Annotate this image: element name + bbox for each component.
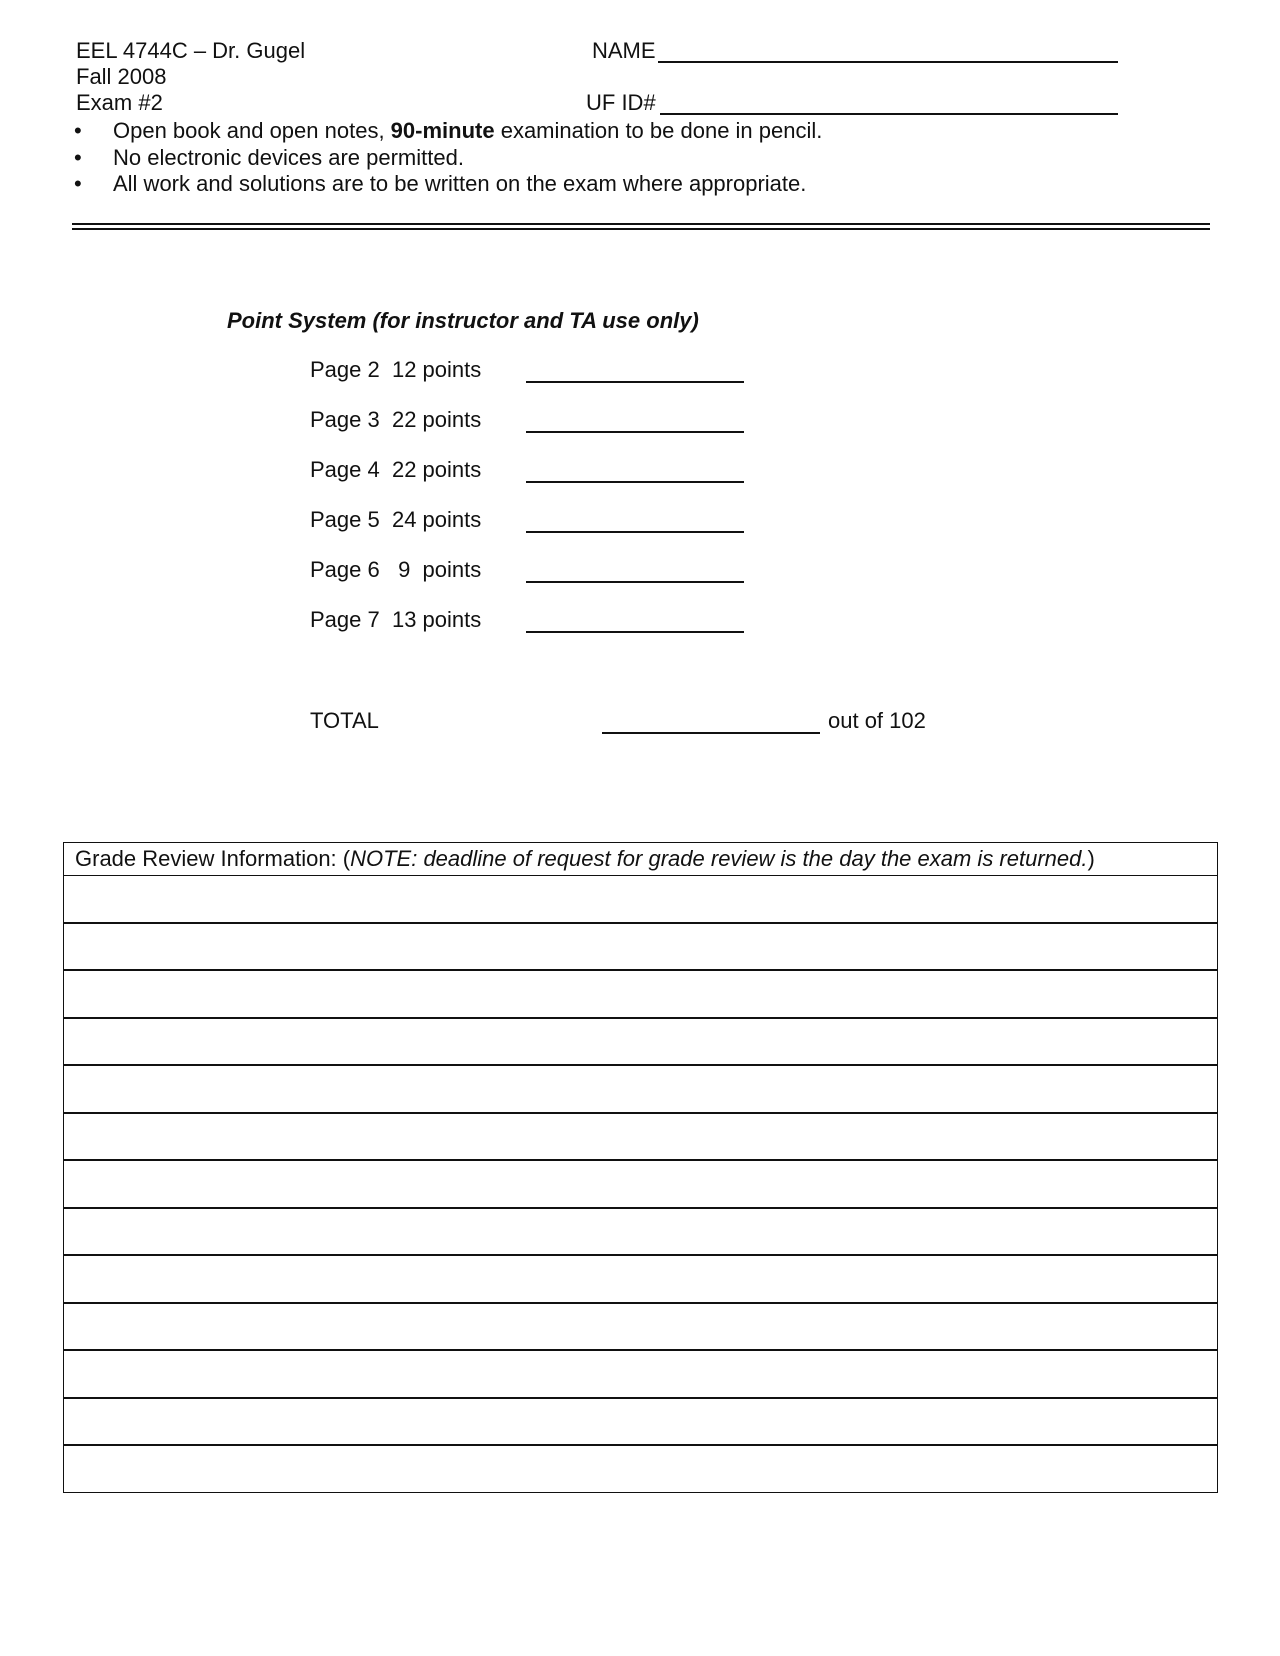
grade-review-line[interactable] bbox=[64, 1114, 1217, 1162]
point-row-label: Page 5 24 points bbox=[310, 507, 482, 532]
grade-review-line[interactable] bbox=[64, 1399, 1217, 1447]
point-row-label: Page 6 9 points bbox=[310, 557, 482, 582]
score-field[interactable] bbox=[526, 381, 744, 383]
name-field[interactable] bbox=[658, 61, 1118, 63]
grade-review-line[interactable] bbox=[64, 1019, 1217, 1067]
point-row-label: Page 2 12 points bbox=[310, 357, 482, 382]
divider bbox=[72, 223, 1210, 225]
point-row-label: Page 3 22 points bbox=[310, 407, 482, 432]
grade-review-line[interactable] bbox=[64, 1209, 1217, 1257]
point-row bbox=[310, 507, 535, 533]
point-row bbox=[310, 407, 535, 433]
ufid-label: UF ID# bbox=[586, 90, 656, 115]
grade-review-line[interactable] bbox=[64, 1256, 1217, 1304]
course-title: EEL 4744C – Dr. Gugel bbox=[76, 38, 306, 63]
total-label: TOTAL bbox=[310, 708, 379, 733]
instruction-item: • No electronic devices are permitted. bbox=[74, 144, 464, 170]
exam-number: Exam #2 bbox=[76, 90, 163, 115]
ufid-field[interactable] bbox=[660, 113, 1118, 115]
total-suffix: out of 102 bbox=[828, 708, 926, 733]
grade-review-line[interactable] bbox=[64, 1304, 1217, 1352]
grade-review-line[interactable] bbox=[64, 1066, 1217, 1114]
point-row bbox=[310, 357, 535, 383]
grade-review-header: Grade Review Information: (NOTE: deadline of request for grade review is the day the exam is returned.) bbox=[64, 843, 1217, 876]
grade-review-line[interactable] bbox=[64, 971, 1217, 1019]
point-row bbox=[310, 607, 535, 633]
instruction-list bbox=[74, 118, 822, 198]
point-row bbox=[310, 457, 535, 483]
score-field[interactable] bbox=[526, 631, 744, 633]
divider bbox=[72, 228, 1210, 230]
score-field[interactable] bbox=[526, 581, 744, 583]
instruction-item: • Open book and open notes, 90-minute examination to be done in pencil. bbox=[74, 118, 823, 143]
grade-review-box bbox=[63, 842, 1218, 1493]
point-row-label: Page 7 13 points bbox=[310, 607, 482, 632]
point-row bbox=[310, 557, 535, 583]
score-field[interactable] bbox=[526, 431, 744, 433]
grade-review-line[interactable] bbox=[64, 924, 1217, 972]
point-system-title: Point System (for instructor and TA use only) bbox=[227, 308, 699, 333]
grade-review-line[interactable] bbox=[64, 1446, 1217, 1492]
grade-review-line[interactable] bbox=[64, 876, 1217, 924]
total-field[interactable] bbox=[602, 732, 820, 734]
name-label: NAME bbox=[592, 38, 656, 63]
point-row-label: Page 4 22 points bbox=[310, 457, 482, 482]
term: Fall 2008 bbox=[76, 64, 167, 89]
score-field[interactable] bbox=[526, 481, 744, 483]
grade-review-line[interactable] bbox=[64, 1351, 1217, 1399]
grade-review-line[interactable] bbox=[64, 1161, 1217, 1209]
score-field[interactable] bbox=[526, 531, 744, 533]
instruction-item: • All work and solutions are to be written on the exam where appropriate. bbox=[74, 171, 807, 196]
